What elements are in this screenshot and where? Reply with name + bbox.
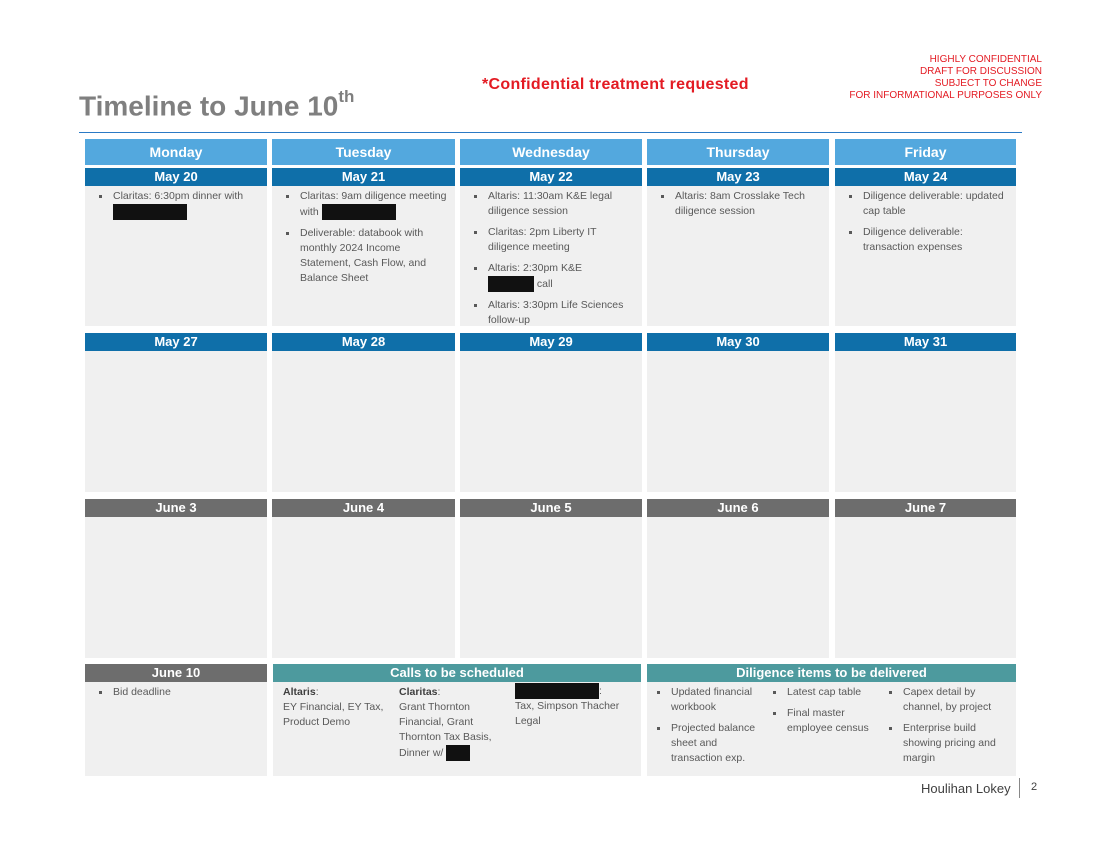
- calls-claritas-label: Claritas: [399, 686, 438, 698]
- day-cell: [460, 351, 642, 492]
- date-header: June 10: [85, 664, 267, 682]
- day-cell: [272, 351, 455, 492]
- day-cell: [647, 186, 829, 326]
- list-item: [286, 189, 451, 220]
- calls-third: : Tax, Simpson Thacher Legal: [515, 684, 620, 727]
- day-wednesday: Wednesday: [460, 139, 642, 165]
- date-header: June 6: [647, 499, 829, 517]
- diligence-col-3: [875, 682, 1016, 772]
- day-thursday: Thursday: [647, 139, 829, 165]
- page-number: 2: [1031, 781, 1038, 793]
- day-cell: [460, 186, 642, 326]
- date-header: May 20: [85, 168, 267, 186]
- date-header: June 5: [460, 499, 642, 517]
- confidential-line: SUBJECT TO CHANGE: [934, 78, 1042, 89]
- date-header: May 24: [835, 168, 1016, 186]
- list-item: Altaris: 11:30am K&E legal diligence session: [474, 189, 638, 219]
- calls-altaris-label: Altaris: [283, 686, 316, 698]
- list-item: Bid deadline: [99, 685, 263, 700]
- calls-third-text: Tax, Simpson Thacher Legal: [515, 700, 620, 727]
- list-item: Final master employee census: [773, 706, 873, 736]
- date-header: May 29: [460, 333, 642, 351]
- date-header: May 28: [272, 333, 455, 351]
- day-cell: [85, 682, 267, 776]
- calls-claritas-text: Grant Thornton Financial, Grant Thornton Tax Basis, Dinner w/: [399, 701, 492, 759]
- date-header: May 22: [460, 168, 642, 186]
- list-item: Capex detail by channel, by project: [889, 685, 1012, 715]
- title-text: Timeline to June 10: [79, 90, 339, 122]
- list-item: Altaris: 8am Crosslake Tech diligence session: [661, 189, 825, 219]
- list-item: Updated financial workbook: [657, 685, 763, 715]
- page-title: [79, 87, 355, 122]
- list-item: Diligence deliverable: transaction expenses: [849, 225, 1012, 255]
- calls-altaris-text: EY Financial, EY Tax, Product Demo: [283, 701, 384, 728]
- date-header: May 23: [647, 168, 829, 186]
- item-text: Claritas: 9am diligence meeting with: [300, 190, 447, 218]
- date-header: June 3: [85, 499, 267, 517]
- day-cell: [85, 186, 267, 326]
- list-item: [474, 261, 638, 292]
- redaction: [322, 204, 396, 220]
- date-header: June 4: [272, 499, 455, 517]
- confidentiality-notice: [849, 54, 1042, 102]
- item-text: Claritas: 6:30pm dinner with: [113, 190, 244, 202]
- diligence-cell: [647, 682, 1016, 776]
- list-item: Latest cap table: [773, 685, 873, 700]
- diligence-col-1: [643, 682, 767, 772]
- list-item: Deliverable: databook with monthly 2024 Income Statement, Cash Flow, and Balance Sheet: [286, 226, 451, 286]
- day-cell: [647, 351, 829, 492]
- redaction: [446, 745, 470, 761]
- redaction: [515, 683, 599, 699]
- company-logo: Houlihan Lokey: [921, 781, 1011, 796]
- list-item: Projected balance sheet and transaction exp.: [657, 721, 763, 766]
- diligence-header: Diligence items to be delivered: [647, 664, 1016, 682]
- calls-altaris: Altaris: EY Financial, EY Tax, Product Demo: [283, 686, 384, 728]
- item-text: call: [536, 277, 553, 290]
- date-header: May 21: [272, 168, 455, 186]
- day-cell: [85, 517, 267, 658]
- list-item: Claritas: 2pm Liberty IT diligence meeting: [474, 225, 638, 255]
- calls-cell: [273, 682, 641, 776]
- day-monday: Monday: [85, 139, 267, 165]
- redaction: [488, 276, 534, 292]
- list-item: Enterprise build showing pricing and margin: [889, 721, 1012, 766]
- day-tuesday: Tuesday: [272, 139, 455, 165]
- confidential-line: FOR INFORMATIONAL PURPOSES ONLY: [849, 90, 1042, 101]
- title-superscript: th: [338, 87, 355, 106]
- day-cell: [272, 186, 455, 326]
- calls-header: Calls to be scheduled: [273, 664, 641, 682]
- footer-divider: [1019, 778, 1020, 798]
- list-item: Altaris: 3:30pm Life Sciences follow-up: [474, 298, 638, 328]
- treatment-requested: *Confidential treatment requested: [482, 76, 749, 93]
- redaction: [113, 204, 187, 220]
- day-friday: Friday: [835, 139, 1016, 165]
- date-header: May 31: [835, 333, 1016, 351]
- day-cell: [835, 186, 1016, 326]
- title-rule: [79, 132, 1022, 133]
- date-header: May 30: [647, 333, 829, 351]
- item-text: Altaris: 2:30pm K&E: [488, 262, 582, 274]
- diligence-col-2: [759, 682, 877, 742]
- list-item: [99, 189, 263, 220]
- day-cell: [835, 517, 1016, 658]
- day-cell: [460, 517, 642, 658]
- date-header: June 7: [835, 499, 1016, 517]
- confidential-line: HIGHLY CONFIDENTIAL: [929, 54, 1042, 65]
- day-cell: [85, 351, 267, 492]
- day-cell: [647, 517, 829, 658]
- date-header: May 27: [85, 333, 267, 351]
- list-item: Diligence deliverable: updated cap table: [849, 189, 1012, 219]
- day-cell: [272, 517, 455, 658]
- calls-claritas: Claritas: Grant Thornton Financial, Grant Thornton Tax Basis, Dinner w/: [399, 685, 509, 761]
- day-cell: [835, 351, 1016, 492]
- confidential-line: DRAFT FOR DISCUSSION: [919, 66, 1042, 77]
